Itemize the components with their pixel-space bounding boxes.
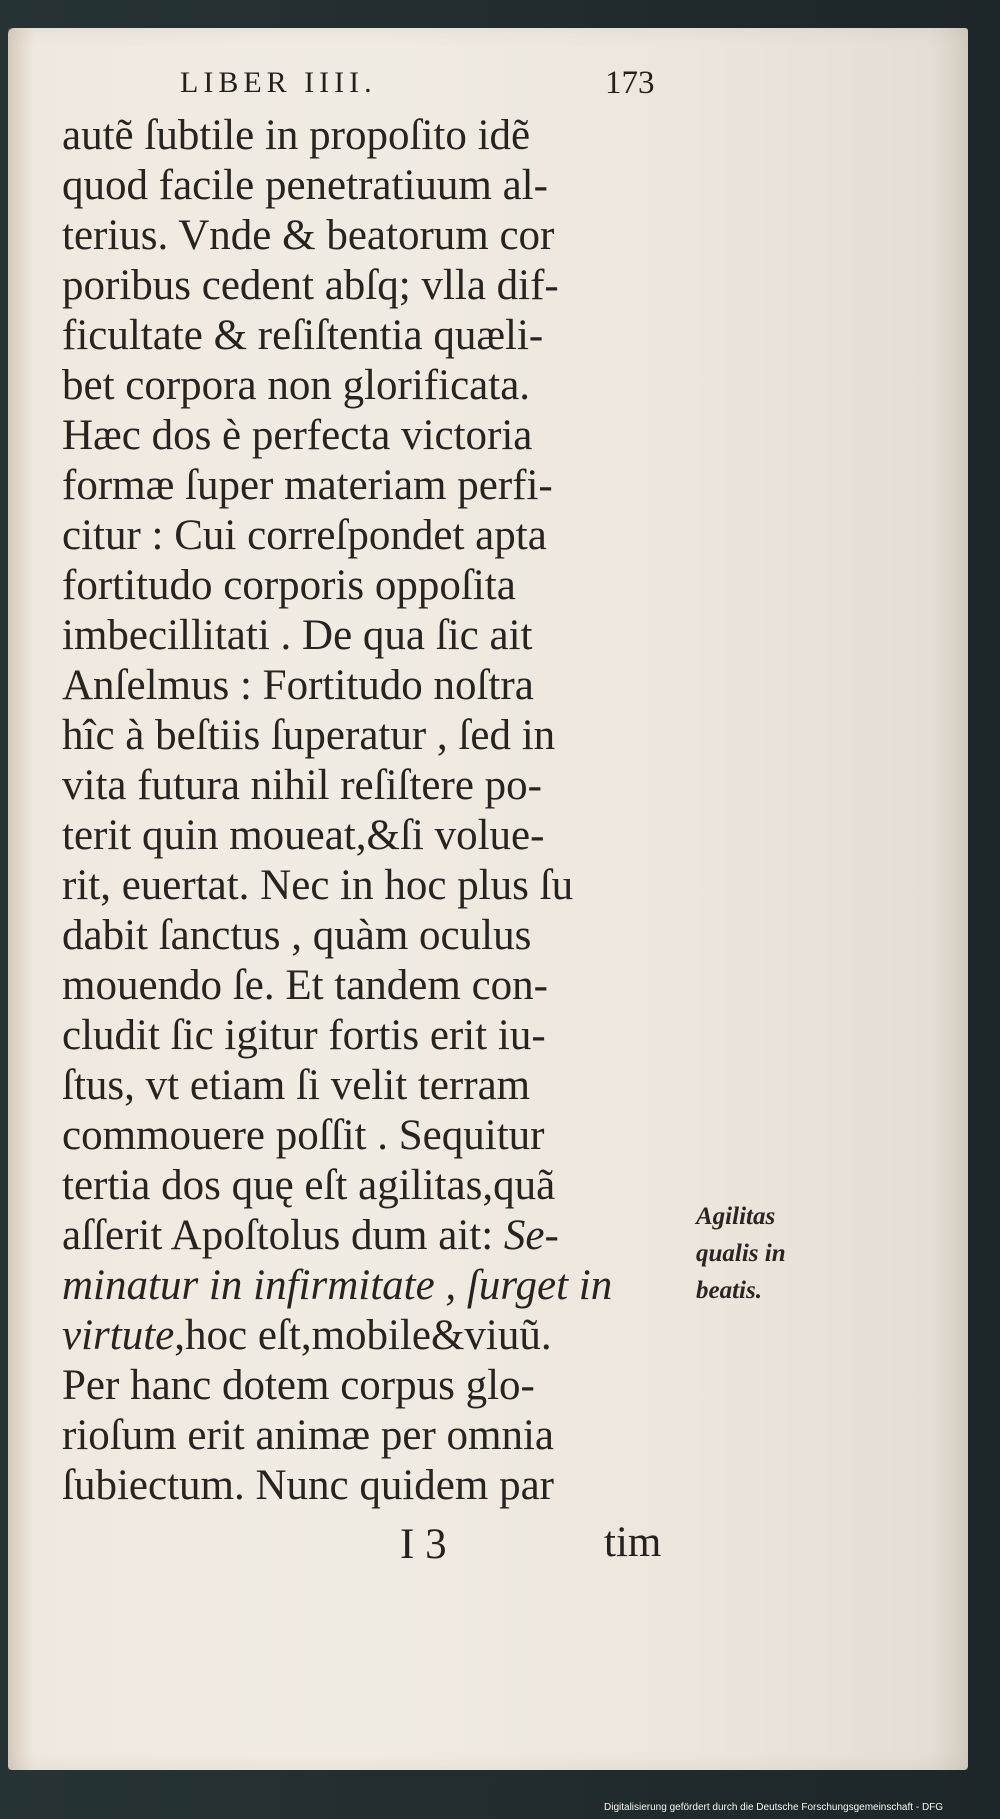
running-head: LIBER IIII. xyxy=(180,66,377,99)
text-line: minatur in infirmitate , ſurget in xyxy=(62,1262,613,1309)
text-line: rit, euertat. Nec in hoc plus ſu xyxy=(62,862,574,909)
text-line xyxy=(62,1311,702,1361)
text-line: rioſum erit animæ per omnia xyxy=(62,1412,555,1459)
text-line-normal: ,hoc eſt,mobile&viuũ. xyxy=(174,1312,552,1359)
text-line: Hæc dos è perfecta victoria xyxy=(62,412,533,459)
page-number: 173 xyxy=(605,65,655,101)
text-line-italic: Se- xyxy=(503,1212,559,1259)
text-line: hîc à beſtiis ſuperatur , ſed in xyxy=(62,712,556,759)
text-line: mouendo ſe. Et tandem con- xyxy=(62,962,548,1009)
text-line: Anſelmus : Fortitudo noſtra xyxy=(62,662,534,709)
text-line: ſtus, vt etiam ſi velit terram xyxy=(62,1062,531,1109)
text-line-normal: aſſerit Apoſtolus dum ait: xyxy=(62,1212,504,1259)
text-line: bet corpora non glorificata. xyxy=(62,362,531,409)
text-line: ſubiectum. Nunc quidem par xyxy=(62,1462,554,1509)
text-line: tertia dos quę eſt agilitas,quã xyxy=(62,1162,556,1209)
catchword: tim xyxy=(604,1519,662,1566)
text-line: fortitudo corporis oppoſita xyxy=(62,562,516,609)
text-line: cludit ſic igitur fortis erit iu- xyxy=(62,1012,546,1059)
text-line: imbecillitati . De qua ſic ait xyxy=(62,612,533,659)
text-line: formæ ſuper materiam perfi- xyxy=(62,462,553,509)
marginal-note-line: beatis. xyxy=(696,1277,762,1304)
text-line xyxy=(62,1211,702,1261)
text-line-italic: virtute xyxy=(62,1312,175,1359)
text-line: dabit ſanctus , quàm oculus xyxy=(62,912,532,959)
text-line: poribus cedent abſq; vlla dif- xyxy=(62,262,559,309)
text-line: vita futura nihil reſiſtere po- xyxy=(62,762,542,809)
text-line: citur : Cui correſpondet apta xyxy=(62,512,547,559)
text-line: ficultate & reſiſtentia quæli- xyxy=(62,312,544,359)
text-line: terius. Vnde & beatorum cor xyxy=(62,212,555,259)
text-line: terit quin moueat,&ſi volue- xyxy=(62,812,545,859)
signature-mark: I 3 xyxy=(400,1521,447,1568)
main-text-block xyxy=(62,111,702,1511)
text-line: autẽ ſubtile in propoſito idẽ xyxy=(62,112,531,159)
marginal-note xyxy=(696,1198,836,1309)
text-line: commouere poſſit . Sequitur xyxy=(62,1112,545,1159)
marginal-note-line: Agilitas xyxy=(696,1203,776,1230)
text-line: quod facile penetratiuum al- xyxy=(62,162,548,209)
digitization-credit: Digitalisierung gefördert durch die Deutsche Forschungsgemeinschaft - DFG xyxy=(604,1802,944,1813)
marginal-note-line: qualis in xyxy=(696,1240,786,1267)
text-line: Per hanc dotem corpus glo- xyxy=(62,1362,535,1409)
